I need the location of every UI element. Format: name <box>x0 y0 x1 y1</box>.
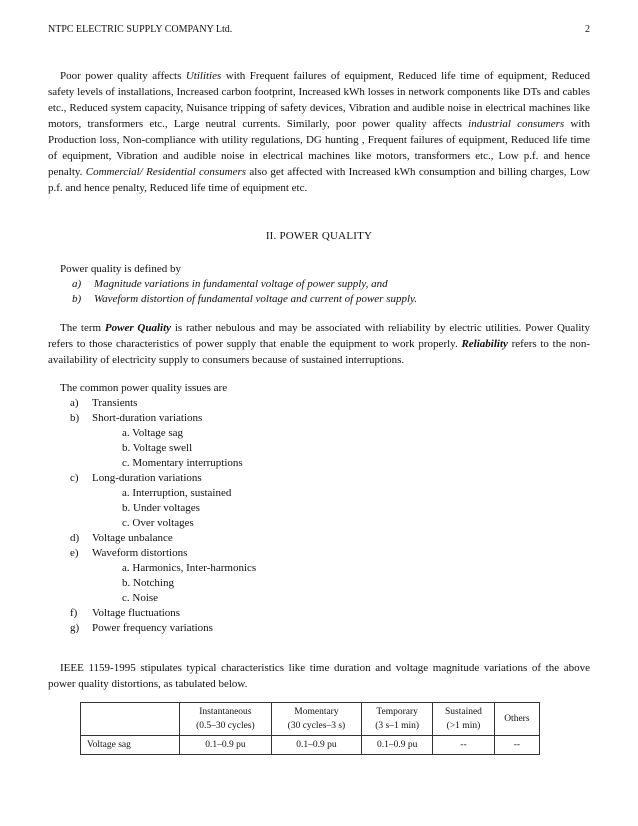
definition-lead: Power quality is defined by <box>60 263 181 275</box>
header-company: NTPC ELECTRIC SUPPLY COMPANY Ltd. <box>48 24 233 35</box>
list-item: e) Waveform distortions <box>70 547 188 559</box>
table-row <box>81 736 540 755</box>
table-cell: 0.1–0.9 pu <box>180 736 272 755</box>
table-cell: 0.1–0.9 pu <box>271 736 361 755</box>
term-paragraph: The term Power Quality is rather nebulous and may be associated with reliability by electric utilities. Power Quality refers to those characteristics of power supply that enable the equipment to work properly. Reliability refers to the non-availability of electricity supply to consumers because of sustained interruptions. <box>48 322 590 366</box>
sub-list-item: a. Voltage sag <box>122 427 183 439</box>
ieee-paragraph: IEEE 1159-1995 stipulates typical characteristics like time duration and voltage magnitude variations of the above power quality distortions, as tabulated below. <box>48 662 590 690</box>
list-item: c) Long-duration variations <box>70 472 202 484</box>
table-header-cell <box>81 703 180 736</box>
sub-list-item: c. Over voltages <box>122 517 194 529</box>
table-cell: -- <box>433 736 495 755</box>
section-title: II. POWER QUALITY <box>265 230 373 242</box>
table-header-cell: Instantaneous (0.5–30 cycles) <box>180 703 272 736</box>
sub-list-item: a. Interruption, sustained <box>122 487 232 499</box>
table-header-cell: Others <box>494 703 539 736</box>
page-number: 2 <box>585 24 590 35</box>
table-header-cell: Momentary (30 cycles–3 s) <box>271 703 361 736</box>
table-cell: 0.1–0.9 pu <box>362 736 433 755</box>
sub-list-item: b. Notching <box>122 577 174 589</box>
issues-lead: The common power quality issues are <box>60 382 228 394</box>
emphasis-commercial: Commercial/ Residential consumers <box>85 166 247 178</box>
sub-list-item: c. Noise <box>122 592 159 604</box>
emphasis-utilities: Utilities <box>185 70 222 82</box>
emphasis-industrial: industrial consumers <box>468 118 565 130</box>
table-header-row <box>81 703 540 736</box>
list-item: g) Power frequency variations <box>70 622 213 634</box>
sub-list-item: a. Harmonics, Inter-harmonics <box>122 562 257 574</box>
list-item: f) Voltage fluctuations <box>70 607 181 619</box>
term-power-quality: Power Quality <box>104 322 172 334</box>
definition-item: a) Magnitude variations in fundamental voltage of power supply, and <box>72 278 388 290</box>
list-item: a) Transients <box>70 397 138 409</box>
pq-characteristics-table <box>80 702 540 755</box>
issues-list <box>60 381 256 636</box>
intro-paragraph: Poor power quality affects Utilities with Frequent failures of equipment, Reduced life time of equipment, Reduced safety levels of installations, Increased carbon footprint, Increased kWh losses in network components like DTs and cables etc., Reduced system capacity, Nuisance tripping of safety devices, Vibration and audible noise in electrical machines like motors, transformers etc., Large neutral currents. Similarly, poor power quality affects industrial consumers with Production loss, Non-compliance with utility regulations, DG hunting , Frequent failures of equipment, Reduced life time of equipment, Vibration and audible noise in electrical machines like motors, transformers etc., Low p.f. and hence penalty. Commercial/ Residential consumers also get affected with Increased kWh consumption and billing charges, Low p.f. and hence penalty, Reduced life time of equipment etc. <box>48 70 590 194</box>
table-row-label: Voltage sag <box>81 736 180 755</box>
term-reliability: Reliability <box>461 338 508 350</box>
table-header-cell: Sustained (>1 min) <box>433 703 495 736</box>
sub-list-item: c. Momentary interruptions <box>122 457 243 469</box>
list-item: b) Short-duration variations <box>70 412 203 424</box>
sub-list-item: b. Under voltages <box>122 502 200 514</box>
table-header-cell: Temporary (3 s–1 min) <box>362 703 433 736</box>
list-item: d) Voltage unbalance <box>70 532 173 544</box>
definition-block <box>60 262 417 307</box>
definition-item: b) Waveform distortion of fundamental voltage and current of power supply. <box>72 293 418 305</box>
table-cell: -- <box>494 736 539 755</box>
sub-list-item: b. Voltage swell <box>122 442 193 454</box>
